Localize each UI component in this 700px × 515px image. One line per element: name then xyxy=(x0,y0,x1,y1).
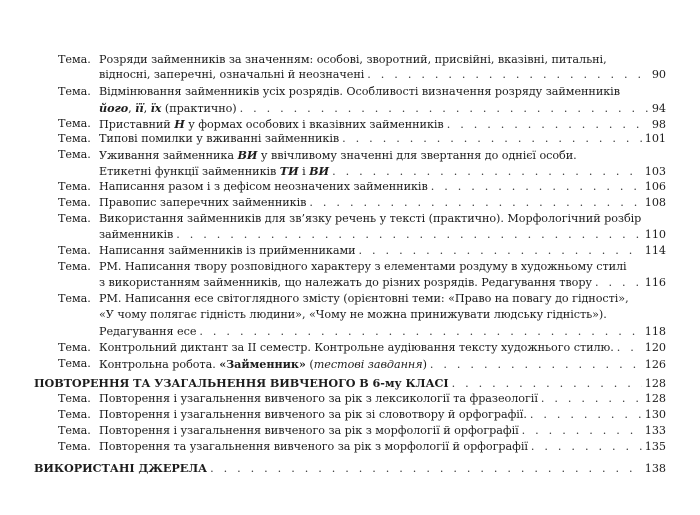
leader-dots xyxy=(617,341,642,355)
pronoun-term: їх xyxy=(150,101,162,115)
entry-title-text: відносні, заперечні, означальні й неозначені xyxy=(99,68,365,81)
entry-title-last-line xyxy=(99,68,666,82)
entry-title-line: «У чому полягає гідність людини», «Чому не можна принижувати людську гідність»). xyxy=(99,308,607,321)
pronoun-term: її xyxy=(135,101,144,115)
pronoun-term: ВИ xyxy=(237,148,258,162)
entry-title-text xyxy=(99,357,427,372)
text-fragment: Приставний xyxy=(99,118,175,131)
page-number: 108 xyxy=(644,196,666,209)
entry-title-text: Повторення і узагальнення вивченого за рік з лексикології та фразеології xyxy=(99,392,538,405)
topic-label: Тема. xyxy=(58,180,91,193)
entry-title-text: Типові помилки у вживанні займенників xyxy=(99,132,340,145)
leader-dots xyxy=(332,165,642,179)
pronoun-term: ВИ xyxy=(309,164,330,178)
leader-dots xyxy=(522,424,642,438)
entry-title-text: Повторення та узагальнення вивченого за рік з морфології й орфографії xyxy=(99,440,528,453)
topic-label: Тема. xyxy=(58,117,91,130)
topic-term: «Займенник» xyxy=(219,357,306,371)
leader-dots xyxy=(430,358,642,372)
entry-title-line: РМ. Написання есе світоглядного змісту (орієнтовні теми: «Право на повагу до гідності», xyxy=(99,292,629,305)
entry-title-last-line xyxy=(99,408,666,422)
letter-term: Н xyxy=(174,117,185,131)
entry-title-line: Відмінювання займенників усіх розрядів. Особливості визначення розряду займенників xyxy=(99,85,620,98)
entry-title-text: Повторення і узагальнення вивченого за рік зі словотвору й орфографії. xyxy=(99,408,527,421)
leader-dots xyxy=(530,408,642,422)
entry-title-last-line xyxy=(99,164,666,179)
entry-title-text xyxy=(99,101,237,116)
text-fragment: і xyxy=(298,165,310,178)
text-fragment: у ввічливому значенні для звертання до однієї особи. xyxy=(257,149,577,162)
page-number: 110 xyxy=(644,228,666,241)
topic-label: Тема. xyxy=(58,357,91,370)
text-fragment: Уживання займенника xyxy=(99,149,238,162)
entry-title-last-line xyxy=(99,325,666,339)
leader-dots xyxy=(452,377,642,391)
entry-title-line: Розряди займенників за значенням: особові, зворотний, присвійні, вказівні, питальні, xyxy=(99,53,607,66)
text-fragment: Контрольна робота. xyxy=(99,358,220,371)
leader-dots xyxy=(541,392,642,406)
topic-label: Тема. xyxy=(58,440,91,453)
pronoun-term: його xyxy=(99,101,129,115)
topic-label: Тема. xyxy=(58,424,91,437)
page-number: 103 xyxy=(644,165,666,178)
topic-label: Тема. xyxy=(58,244,91,257)
page-number: 116 xyxy=(644,276,666,289)
entry-title-text: Редагування есе xyxy=(99,325,197,338)
leader-dots xyxy=(431,180,642,194)
text-fragment: , xyxy=(128,102,136,115)
text-fragment: ( xyxy=(305,358,314,371)
page-number: 138 xyxy=(644,462,666,475)
entry-title-text xyxy=(99,164,329,179)
page-number: 90 xyxy=(651,68,666,81)
entry-title-text: Повторення і узагальнення вивченого за рік з морфології й орфографії xyxy=(99,424,519,437)
page-number: 94 xyxy=(651,102,666,115)
entry-title-last-line xyxy=(99,196,666,210)
leader-dots xyxy=(176,228,642,242)
text-fragment: (практично) xyxy=(161,102,237,115)
leader-dots xyxy=(367,68,649,82)
entry-title-last-line xyxy=(99,244,666,258)
leader-dots xyxy=(309,196,641,210)
entry-title-last-line xyxy=(99,440,666,454)
topic-label: Тема. xyxy=(58,53,91,66)
entry-title-last-line xyxy=(99,117,666,132)
text-fragment: ) xyxy=(422,358,427,371)
section-heading-review[interactable] xyxy=(34,376,666,391)
entry-title-text: Контрольний диктант за II семестр. Контрольне аудіювання тексту художнього стилю. xyxy=(99,341,614,354)
topic-label: Тема. xyxy=(58,392,91,405)
topic-label: Тема. xyxy=(58,341,91,354)
topic-label: Тема. xyxy=(58,85,91,98)
topic-label: Тема. xyxy=(58,212,91,225)
entry-title-line xyxy=(99,148,577,163)
entry-title-line: РМ. Написання твору розповідного характеру з елементами роздуму в художньому стилі xyxy=(99,260,627,273)
leader-dots xyxy=(240,102,649,116)
page-number: 118 xyxy=(644,325,666,338)
page-number: 101 xyxy=(644,132,666,145)
italic-note: тестові завдання xyxy=(313,358,423,371)
page-number: 126 xyxy=(644,358,666,371)
leader-dots xyxy=(359,244,642,258)
entry-title-text: Написання разом і з дефісом неозначених займенників xyxy=(99,180,428,193)
entry-title-last-line xyxy=(99,180,666,194)
entry-title-last-line xyxy=(99,341,666,355)
page-number: 133 xyxy=(644,424,666,437)
leader-dots xyxy=(210,462,642,476)
topic-label: Тема. xyxy=(58,148,91,161)
topic-label: Тема. xyxy=(58,292,91,305)
topic-label: Тема. xyxy=(58,196,91,209)
leader-dots xyxy=(531,440,642,454)
leader-dots xyxy=(199,325,641,339)
entry-title-last-line xyxy=(99,228,666,242)
section-title: ВИКОРИСТАНІ ДЖЕРЕЛА xyxy=(34,461,208,475)
page-number: 135 xyxy=(644,440,666,453)
topic-label: Тема. xyxy=(58,132,91,145)
page-number: 114 xyxy=(644,244,666,257)
text-fragment: Етикетні функції займенників xyxy=(99,165,280,178)
leader-dots xyxy=(342,132,642,146)
section-heading-sources[interactable] xyxy=(34,461,666,476)
entry-title-last-line xyxy=(99,357,666,372)
page-number: 128 xyxy=(644,377,666,390)
entry-title-text: Написання займенників із прийменниками xyxy=(99,244,356,257)
entry-title-last-line xyxy=(99,101,666,116)
text-fragment: , xyxy=(143,102,151,115)
section-title: ПОВТОРЕННЯ ТА УЗАГАЛЬНЕННЯ ВИВЧЕНОГО В 6-му КЛАСІ xyxy=(34,376,449,390)
page-number: 128 xyxy=(644,392,666,405)
text-fragment: у формах особових і вказівних займенників xyxy=(184,118,444,131)
entry-title-last-line xyxy=(99,392,666,406)
page-number: 130 xyxy=(644,408,666,421)
page-number: 120 xyxy=(644,341,666,354)
leader-dots xyxy=(595,276,642,290)
entry-title-last-line xyxy=(99,132,666,146)
entry-title-line: Використання займенників для зв’язку речень у тексті (практично). Морфологічний розбір xyxy=(99,212,642,225)
page-number: 98 xyxy=(651,118,666,131)
page-number: 106 xyxy=(644,180,666,193)
entry-title-text: Правопис заперечних займенників xyxy=(99,196,307,209)
topic-label: Тема. xyxy=(58,408,91,421)
entry-title-last-line xyxy=(99,424,666,438)
leader-dots xyxy=(447,118,649,132)
entry-title-text: займенників xyxy=(99,228,174,241)
topic-label: Тема. xyxy=(58,260,91,273)
pronoun-term: ТИ xyxy=(279,164,299,178)
entry-title-text xyxy=(99,117,444,132)
entry-title-text: з використанням займенників, що належать до різних розрядів. Редагування твору xyxy=(99,276,592,289)
entry-title-last-line xyxy=(99,276,666,290)
